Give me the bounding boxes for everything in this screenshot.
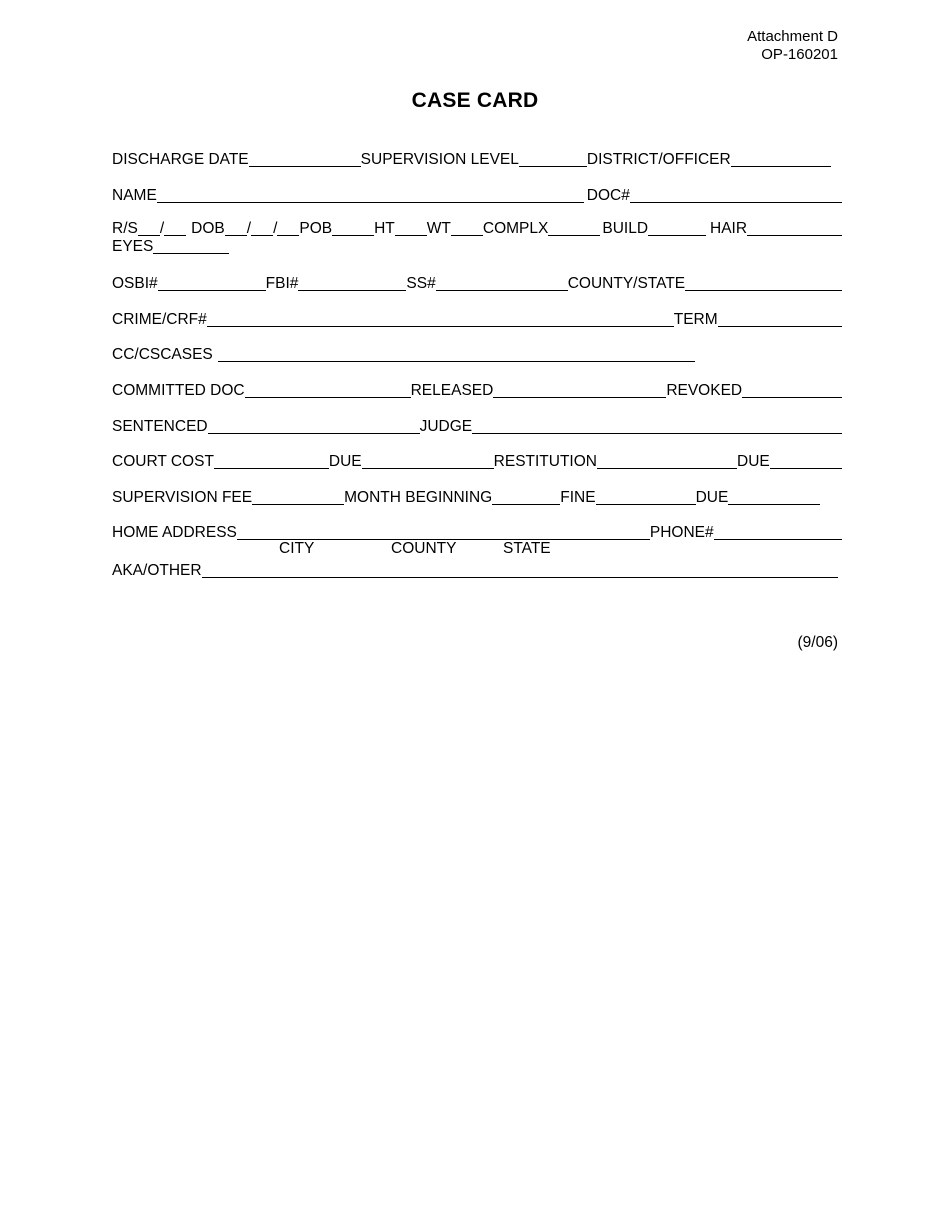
hair-field[interactable] — [747, 221, 842, 236]
doc-number-field[interactable] — [630, 188, 842, 203]
committed-doc-field[interactable] — [245, 383, 411, 398]
court-cost-due-field[interactable] — [362, 454, 494, 469]
phone-label: PHONE# — [649, 524, 714, 542]
term-field[interactable] — [718, 312, 842, 327]
court-cost-due-label: DUE — [328, 453, 362, 471]
physical-line-2 — [112, 238, 842, 256]
dob-label: DOB — [191, 220, 225, 238]
row-sentenced — [112, 416, 842, 436]
page-title: CASE CARD — [411, 89, 539, 112]
hair-label: HAIR — [710, 220, 748, 238]
fbi-label: FBI# — [265, 275, 299, 293]
ht-label: HT — [374, 220, 395, 238]
name-field[interactable] — [157, 188, 584, 203]
dob-month-field[interactable] — [225, 221, 247, 236]
wt-label: WT — [426, 220, 451, 238]
dob-separator-1: / — [246, 220, 252, 238]
released-field[interactable] — [493, 383, 666, 398]
eyes-field[interactable] — [153, 239, 229, 254]
row-committed — [112, 380, 842, 400]
month-beginning-field[interactable] — [492, 490, 560, 505]
home-address-label: HOME ADDRESS — [112, 524, 237, 542]
doc-number-label: DOC# — [586, 186, 630, 204]
fbi-field[interactable] — [298, 276, 406, 291]
county-label: COUNTY — [391, 540, 457, 558]
sentenced-label: SENTENCED — [112, 417, 208, 435]
name-label: NAME — [112, 186, 157, 204]
ht-field[interactable] — [395, 221, 427, 236]
court-cost-field[interactable] — [214, 454, 329, 469]
restitution-due-field[interactable] — [770, 454, 842, 469]
ss-field[interactable] — [436, 276, 568, 291]
judge-field[interactable] — [472, 419, 842, 434]
state-label: STATE — [503, 540, 551, 558]
physical-line-1 — [112, 220, 842, 238]
month-beginning-label: MONTH BEGINNING — [344, 488, 493, 506]
wt-field[interactable] — [451, 221, 483, 236]
revision-date: (9/06) — [797, 634, 838, 651]
court-cost-label: COURT COST — [112, 453, 214, 471]
row-physical — [112, 220, 842, 258]
city-label: CITY — [279, 540, 315, 558]
supervision-fee-label: SUPERVISION FEE — [112, 488, 253, 506]
fine-due-label: DUE — [695, 488, 729, 506]
sentenced-field[interactable] — [208, 419, 420, 434]
row-home-address — [112, 522, 842, 542]
supervision-fee-field[interactable] — [252, 490, 344, 505]
rs-label: R/S — [112, 220, 138, 238]
aka-other-field[interactable] — [202, 563, 838, 578]
restitution-label: RESTITUTION — [493, 453, 597, 471]
complx-label: COMPLX — [482, 220, 549, 238]
row-supervision-fee — [112, 487, 842, 507]
home-address-field[interactable] — [237, 525, 650, 540]
row-crime — [112, 309, 842, 329]
term-label: TERM — [673, 310, 718, 328]
county-state-field[interactable] — [685, 276, 842, 291]
restitution-due-label: DUE — [737, 453, 770, 471]
fine-label: FINE — [560, 488, 596, 506]
dob-day-field[interactable] — [251, 221, 273, 236]
eyes-label: EYES — [112, 238, 154, 256]
address-block — [112, 522, 842, 578]
attachment-header — [747, 28, 838, 64]
osbi-label: OSBI# — [112, 275, 158, 293]
row-court-cost — [112, 451, 842, 471]
case-card-form — [112, 149, 842, 578]
judge-label: JUDGE — [419, 417, 473, 435]
crime-crf-field[interactable] — [207, 312, 674, 327]
revoked-field[interactable] — [742, 383, 842, 398]
osbi-field[interactable] — [158, 276, 266, 291]
ss-label: SS# — [406, 275, 436, 293]
aka-other-label: AKA/OTHER — [112, 562, 202, 580]
revoked-label: REVOKED — [666, 381, 743, 399]
pob-field[interactable] — [332, 221, 374, 236]
row-name — [112, 185, 842, 205]
discharge-date-field[interactable] — [249, 152, 361, 167]
pob-label: POB — [299, 220, 333, 238]
discharge-date-label: DISCHARGE DATE — [112, 151, 249, 168]
fine-field[interactable] — [596, 490, 696, 505]
dob-year-field[interactable] — [277, 221, 299, 236]
build-label: BUILD — [602, 220, 649, 238]
rs-field-1[interactable] — [138, 221, 160, 236]
district-officer-label: DISTRICT/OFFICER — [586, 151, 731, 168]
rs-field-2[interactable] — [164, 221, 186, 236]
dob-separator-2: / — [273, 220, 278, 238]
row-aka-other — [112, 560, 838, 580]
cc-cscases-label: CC/CSCASES — [112, 346, 213, 364]
supervision-level-field[interactable] — [519, 152, 587, 167]
row-discharge — [112, 149, 842, 169]
released-label: RELEASED — [410, 381, 494, 399]
crime-crf-label: CRIME/CRF# — [112, 310, 207, 328]
committed-doc-label: COMMITTED DOC — [112, 381, 245, 399]
county-state-label: COUNTY/STATE — [567, 275, 686, 293]
attachment-label: Attachment D — [747, 28, 838, 45]
fine-due-field[interactable] — [728, 490, 820, 505]
phone-field[interactable] — [714, 525, 842, 540]
district-officer-field[interactable] — [731, 152, 831, 167]
restitution-field[interactable] — [597, 454, 737, 469]
cc-cscases-field[interactable] — [218, 347, 695, 362]
build-field[interactable] — [648, 221, 706, 236]
rs-separator: / — [159, 220, 165, 238]
complx-field[interactable] — [548, 221, 600, 236]
row-identifiers — [112, 273, 842, 293]
row-cc-cscases — [112, 344, 842, 364]
supervision-level-label: SUPERVISION LEVEL — [360, 151, 519, 168]
address-sublabels — [112, 540, 842, 558]
form-number: OP-160201 — [761, 46, 838, 63]
